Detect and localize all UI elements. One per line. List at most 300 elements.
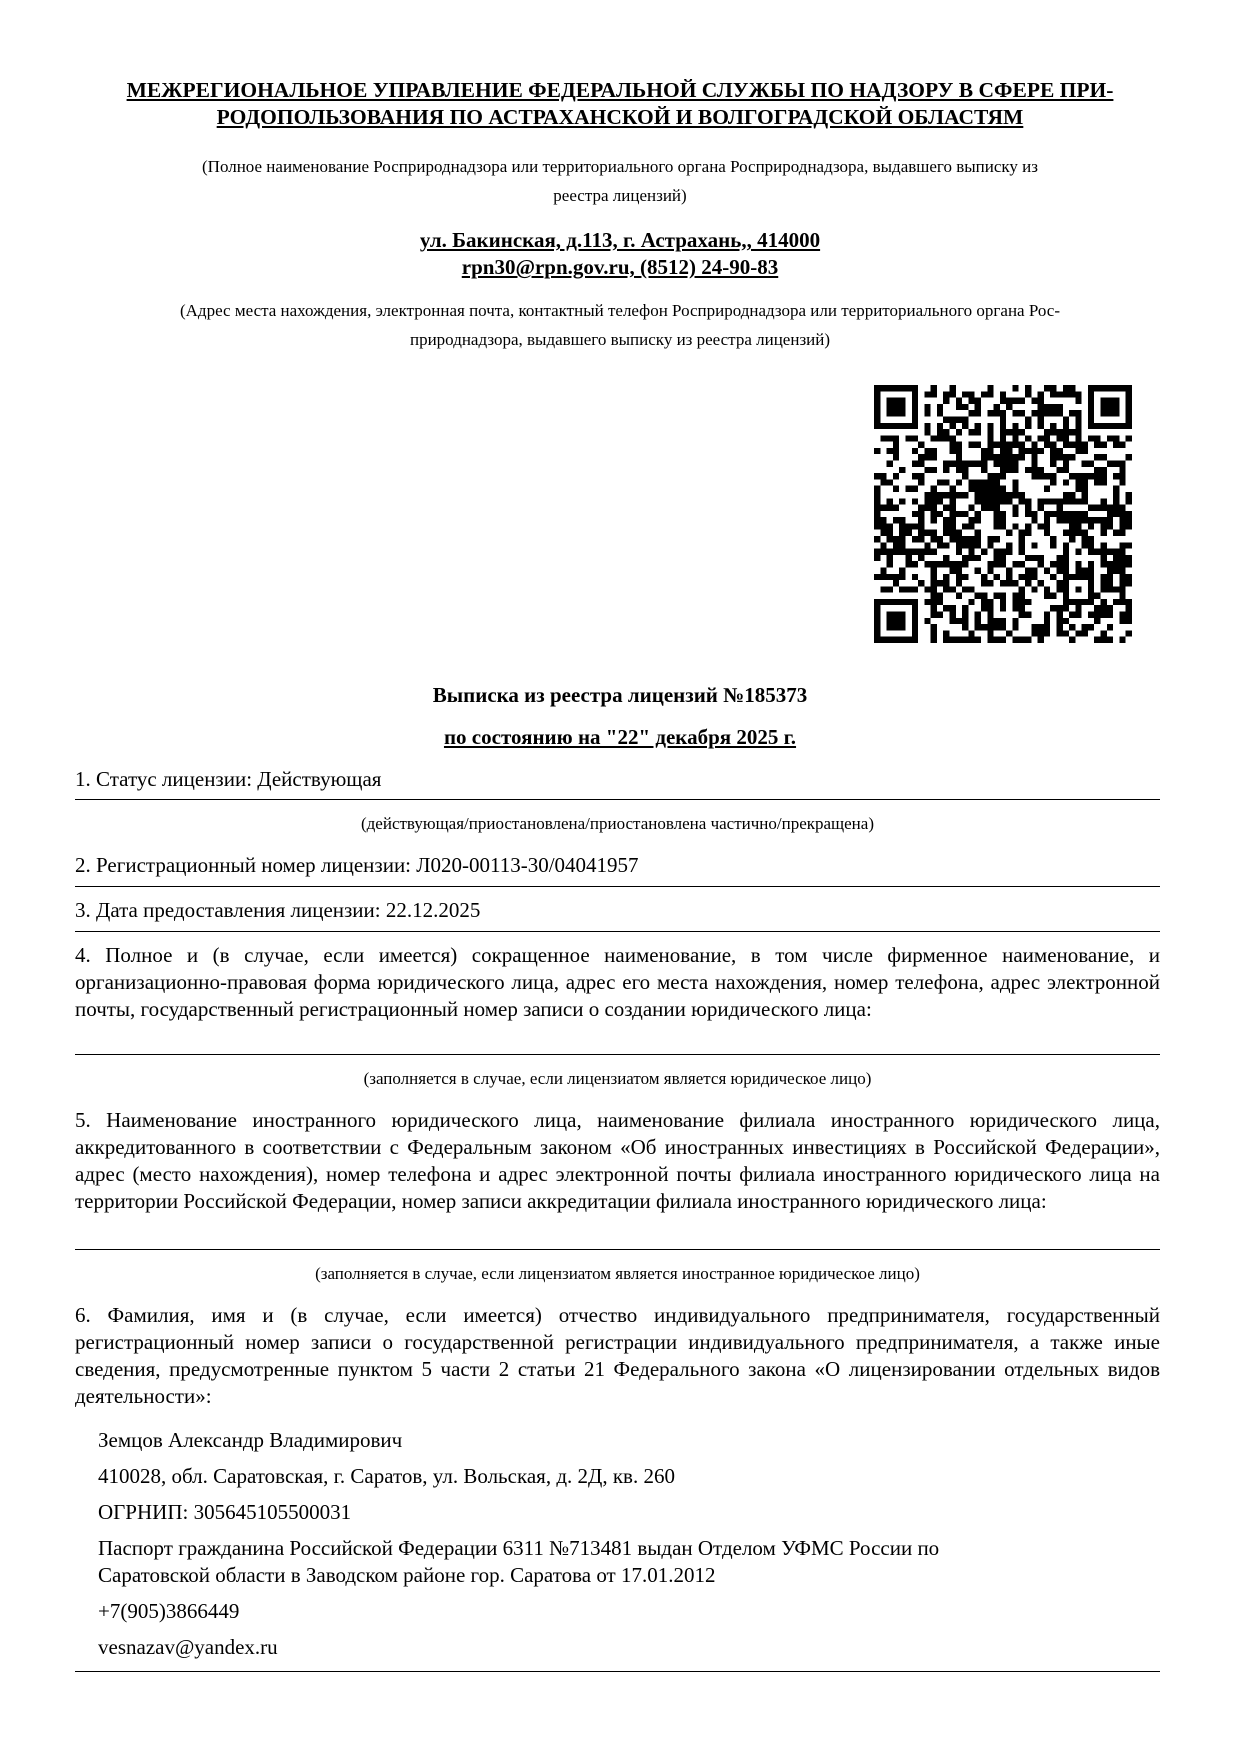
qr-module bbox=[962, 492, 968, 498]
qr-module bbox=[1075, 435, 1081, 441]
qr-module bbox=[1101, 542, 1107, 548]
qr-module bbox=[1000, 416, 1006, 422]
qr-module bbox=[1038, 435, 1044, 441]
qr-module bbox=[1107, 561, 1113, 567]
qr-module bbox=[950, 637, 956, 643]
qr-module bbox=[1000, 561, 1006, 567]
qr-module bbox=[1088, 385, 1132, 391]
qr-module bbox=[893, 536, 899, 542]
qr-module bbox=[1038, 630, 1044, 636]
qr-module bbox=[918, 555, 924, 561]
qr-module bbox=[968, 479, 974, 485]
qr-module bbox=[931, 511, 937, 517]
qr-module bbox=[887, 448, 893, 454]
divider bbox=[75, 886, 1160, 887]
qr-module bbox=[1088, 612, 1094, 618]
qr-module bbox=[887, 612, 906, 631]
qr-module bbox=[1006, 574, 1012, 580]
qr-module bbox=[994, 624, 1000, 630]
qr-module bbox=[924, 467, 930, 473]
qr-module bbox=[1063, 549, 1069, 555]
qr-module bbox=[918, 523, 924, 529]
status-hint: (действующая/приостановлена/приостановлена частично/прекращена) bbox=[361, 814, 874, 833]
qr-module bbox=[887, 536, 893, 542]
qr-module bbox=[1082, 498, 1088, 504]
qr-module bbox=[1025, 555, 1031, 561]
qr-module bbox=[968, 555, 974, 561]
qr-module bbox=[1082, 473, 1088, 479]
qr-module bbox=[1126, 542, 1132, 548]
qr-module bbox=[1063, 542, 1069, 548]
qr-module bbox=[1006, 448, 1012, 454]
qr-module bbox=[1101, 498, 1107, 504]
qr-module bbox=[1101, 561, 1107, 567]
qr-module bbox=[994, 523, 1000, 529]
qr-module bbox=[975, 618, 981, 624]
entrepreneur-address: 410028, обл. Саратовская, г. Саратов, ул. Вольская, д. 2Д, кв. 260 bbox=[98, 1464, 675, 1488]
qr-module bbox=[1119, 599, 1125, 605]
qr-module bbox=[987, 448, 993, 454]
qr-module bbox=[1012, 561, 1018, 567]
qr-module bbox=[994, 574, 1000, 580]
qr-module bbox=[1038, 624, 1044, 630]
qr-module bbox=[887, 561, 893, 567]
qr-module bbox=[912, 586, 918, 592]
qr-module bbox=[874, 511, 880, 517]
qr-module bbox=[1031, 410, 1037, 416]
qr-module bbox=[1082, 486, 1088, 492]
qr-module bbox=[1119, 580, 1125, 586]
qr-module bbox=[924, 423, 930, 429]
qr-module bbox=[962, 423, 968, 429]
qr-module bbox=[937, 435, 943, 441]
qr-module bbox=[912, 574, 918, 580]
qr-module bbox=[968, 517, 974, 523]
qr-module bbox=[1119, 574, 1125, 580]
qr-module bbox=[887, 461, 893, 467]
qr-module bbox=[968, 505, 974, 511]
qr-module bbox=[1012, 492, 1018, 498]
qr-module bbox=[987, 630, 993, 636]
qr-module bbox=[1050, 410, 1056, 416]
qr-module bbox=[1050, 473, 1056, 479]
qr-module bbox=[1025, 580, 1031, 586]
qr-module bbox=[981, 454, 987, 460]
qr-module bbox=[1088, 423, 1132, 429]
qr-module bbox=[956, 580, 962, 586]
qr-module bbox=[981, 599, 987, 605]
qr-module bbox=[1101, 517, 1107, 523]
extract-as-of-date: по состоянию на "22" декабря 2025 г. bbox=[443, 725, 797, 749]
qr-module bbox=[987, 536, 993, 542]
qr-module bbox=[1082, 461, 1088, 467]
qr-module bbox=[994, 404, 1000, 410]
qr-module bbox=[893, 549, 899, 555]
qr-module bbox=[924, 429, 930, 435]
qr-module bbox=[956, 549, 962, 555]
qr-module bbox=[1038, 398, 1044, 404]
contacts-caption-line-2: природнадзора, выдавшего выписку из реестра лицензий) bbox=[409, 330, 831, 349]
qr-module bbox=[1126, 599, 1132, 605]
qr-module bbox=[931, 593, 937, 599]
qr-module bbox=[943, 479, 949, 485]
divider bbox=[75, 931, 1160, 932]
qr-module bbox=[1101, 599, 1107, 605]
qr-module bbox=[1012, 486, 1018, 492]
qr-module bbox=[874, 517, 880, 523]
qr-module bbox=[1025, 391, 1031, 397]
qr-module bbox=[924, 561, 930, 567]
qr-module bbox=[1000, 624, 1006, 630]
qr-module bbox=[931, 486, 937, 492]
qr-module bbox=[956, 398, 962, 404]
qr-module bbox=[994, 442, 1000, 448]
qr-module bbox=[899, 517, 905, 523]
qr-module bbox=[1119, 473, 1125, 479]
qr-module bbox=[943, 637, 949, 643]
qr-module bbox=[994, 486, 1000, 492]
qr-module bbox=[912, 448, 918, 454]
qr-module bbox=[931, 605, 937, 611]
qr-module bbox=[1126, 612, 1132, 618]
qr-module bbox=[1025, 523, 1031, 529]
qr-module bbox=[950, 605, 956, 611]
qr-module bbox=[1101, 580, 1107, 586]
qr-module bbox=[931, 637, 937, 643]
qr-module bbox=[1012, 479, 1018, 485]
qr-module bbox=[1063, 561, 1069, 567]
qr-module bbox=[887, 574, 893, 580]
qr-module bbox=[1019, 542, 1025, 548]
qr-module bbox=[1082, 517, 1088, 523]
qr-module bbox=[950, 492, 956, 498]
qr-module bbox=[987, 435, 993, 441]
qr-module bbox=[943, 580, 949, 586]
qr-module bbox=[987, 567, 993, 573]
qr-module bbox=[887, 549, 893, 555]
qr-module bbox=[943, 467, 949, 473]
qr-module bbox=[937, 404, 943, 410]
qr-module bbox=[1038, 404, 1044, 410]
qr-module bbox=[956, 416, 962, 422]
qr-module bbox=[956, 542, 962, 548]
qr-module bbox=[1025, 574, 1031, 580]
qr-module bbox=[1044, 435, 1050, 441]
qr-module bbox=[1025, 385, 1031, 391]
qr-module bbox=[1069, 492, 1075, 498]
divider bbox=[75, 1249, 1160, 1250]
qr-module bbox=[943, 505, 949, 511]
divider bbox=[75, 1671, 1160, 1672]
qr-module bbox=[893, 505, 899, 511]
qr-module bbox=[1069, 624, 1075, 630]
qr-module bbox=[918, 479, 924, 485]
qr-module bbox=[1038, 448, 1044, 454]
qr-module bbox=[987, 612, 993, 618]
qr-module bbox=[1113, 505, 1119, 511]
qr-module bbox=[924, 454, 930, 460]
qr-module bbox=[1119, 586, 1125, 592]
qr-module bbox=[1088, 567, 1094, 573]
qr-module bbox=[1056, 505, 1062, 511]
qr-module bbox=[1088, 461, 1094, 467]
qr-module bbox=[1063, 429, 1069, 435]
qr-module bbox=[1056, 555, 1062, 561]
qr-module bbox=[956, 479, 962, 485]
qr-module bbox=[1082, 511, 1088, 517]
qr-module bbox=[912, 486, 918, 492]
qr-module bbox=[1101, 574, 1107, 580]
qr-module bbox=[956, 530, 962, 536]
qr-module bbox=[937, 536, 943, 542]
qr-module bbox=[1012, 523, 1018, 529]
qr-module bbox=[1044, 486, 1050, 492]
qr-module bbox=[994, 479, 1000, 485]
qr-module bbox=[924, 492, 930, 498]
qr-module bbox=[956, 593, 962, 599]
qr-module bbox=[1075, 586, 1081, 592]
entrepreneur-email: vesnazav@yandex.ru bbox=[98, 1635, 278, 1659]
qr-module bbox=[956, 567, 962, 573]
qr-module bbox=[1063, 530, 1069, 536]
qr-module bbox=[987, 498, 993, 504]
qr-module bbox=[931, 385, 937, 391]
qr-module bbox=[912, 549, 918, 555]
qr-module bbox=[1069, 429, 1075, 435]
passport-line-1: Паспорт гражданина Российской Федерации 6311 №713481 выдан Отделом УФМС России по bbox=[98, 1536, 940, 1560]
qr-module bbox=[1075, 567, 1081, 573]
qr-module bbox=[1000, 448, 1006, 454]
qr-module bbox=[1000, 580, 1006, 586]
qr-module bbox=[1050, 454, 1056, 460]
qr-module bbox=[1107, 511, 1113, 517]
qr-module bbox=[893, 580, 899, 586]
qr-module bbox=[1038, 423, 1044, 429]
qr-module bbox=[1000, 473, 1006, 479]
qr-module bbox=[1119, 461, 1125, 467]
qr-module bbox=[1101, 612, 1107, 618]
qr-module bbox=[962, 404, 968, 410]
qr-module bbox=[1056, 517, 1062, 523]
qr-module bbox=[1012, 461, 1018, 467]
qr-module bbox=[1107, 435, 1113, 441]
qr-module bbox=[981, 505, 987, 511]
qr-module bbox=[962, 467, 968, 473]
qr-module bbox=[962, 618, 968, 624]
qr-module bbox=[975, 479, 981, 485]
qr-module bbox=[1107, 574, 1113, 580]
qr-module bbox=[1006, 580, 1012, 586]
qr-module bbox=[931, 448, 937, 454]
qr-module bbox=[1000, 593, 1006, 599]
qr-module bbox=[937, 492, 943, 498]
qr-module bbox=[1082, 492, 1088, 498]
qr-module bbox=[981, 492, 987, 498]
qr-module bbox=[962, 536, 968, 542]
qr-module bbox=[887, 555, 893, 561]
qr-module bbox=[968, 630, 974, 636]
qr-module bbox=[918, 580, 924, 586]
qr-module bbox=[937, 580, 943, 586]
qr-module bbox=[994, 473, 1000, 479]
qr-module bbox=[937, 593, 943, 599]
qr-module bbox=[1088, 536, 1094, 542]
qr-module bbox=[962, 586, 968, 592]
qr-module bbox=[1094, 549, 1100, 555]
qr-module bbox=[1101, 586, 1107, 592]
qr-module bbox=[1063, 517, 1069, 523]
qr-module bbox=[943, 398, 949, 404]
qr-module bbox=[962, 542, 968, 548]
qr-module bbox=[1056, 612, 1062, 618]
qr-module bbox=[1050, 442, 1056, 448]
qr-module bbox=[1038, 555, 1044, 561]
qr-module bbox=[1075, 423, 1081, 429]
qr-module bbox=[912, 536, 918, 542]
qr-module bbox=[987, 492, 993, 498]
qr-module bbox=[1119, 523, 1125, 529]
qr-module bbox=[975, 404, 981, 410]
qr-module bbox=[887, 505, 893, 511]
qr-module bbox=[950, 461, 956, 467]
qr-module bbox=[1019, 637, 1025, 643]
qr-module bbox=[1012, 511, 1018, 517]
qr-module bbox=[1075, 498, 1081, 504]
divider bbox=[75, 799, 1160, 800]
qr-module bbox=[1063, 511, 1069, 517]
qr-module bbox=[1025, 511, 1031, 517]
qr-module bbox=[981, 549, 987, 555]
qr-module bbox=[1101, 398, 1120, 417]
qr-module bbox=[962, 473, 968, 479]
qr-module bbox=[950, 561, 956, 567]
qr-module bbox=[981, 624, 987, 630]
qr-module bbox=[1012, 599, 1018, 605]
qr-module bbox=[956, 574, 962, 580]
qr-module bbox=[1082, 542, 1088, 548]
qr-module bbox=[975, 530, 981, 536]
qr-module bbox=[1069, 454, 1075, 460]
qr-module bbox=[950, 586, 956, 592]
legal-entity-section: 4. Полное и (в случае, если имеется) сокращенное наименование, в том числе фирменное наименование, и организационно-правовая форма юридического лица, адрес его места нахождения, номер телефона, адрес электронной почты, государственный регистрационный номер записи о создании юридического лица: bbox=[75, 943, 1160, 1021]
license-status: 1. Статус лицензии: Действующая bbox=[75, 767, 382, 791]
qr-module bbox=[1056, 498, 1062, 504]
qr-module bbox=[1063, 630, 1069, 636]
authority-email-phone: rpn30@rpn.gov.ru, (8512) 24-90-83 bbox=[461, 255, 779, 279]
qr-module bbox=[899, 523, 905, 529]
qr-module bbox=[1063, 467, 1069, 473]
qr-code bbox=[874, 385, 1132, 643]
qr-module bbox=[950, 523, 956, 529]
qr-module bbox=[1094, 467, 1100, 473]
qr-module bbox=[943, 517, 949, 523]
qr-module bbox=[981, 461, 987, 467]
qr-module bbox=[1107, 461, 1113, 467]
authority-address: ул. Бакинская, д.113, г. Астрахань,, 414000 bbox=[419, 228, 821, 252]
qr-module bbox=[912, 435, 918, 441]
qr-module bbox=[943, 416, 949, 422]
qr-module bbox=[924, 542, 930, 548]
qr-module bbox=[981, 593, 987, 599]
qr-module bbox=[1044, 567, 1050, 573]
qr-module bbox=[962, 555, 968, 561]
qr-module bbox=[1006, 530, 1012, 536]
contacts-caption-line-1: (Адрес места нахождения, электронная почта, контактный телефон Росприроднадзора или территориального органа Рос- bbox=[179, 301, 1061, 320]
qr-module bbox=[987, 637, 993, 643]
qr-module bbox=[1126, 492, 1132, 498]
qr-module bbox=[968, 542, 974, 548]
qr-module bbox=[1019, 530, 1025, 536]
entrepreneur-phone: +7(905)3866449 bbox=[98, 1599, 240, 1623]
qr-module bbox=[924, 404, 930, 410]
qr-module bbox=[1000, 429, 1006, 435]
qr-module bbox=[1031, 567, 1037, 573]
qr-module bbox=[981, 580, 987, 586]
qr-module bbox=[956, 561, 962, 567]
qr-module bbox=[1006, 461, 1012, 467]
qr-module bbox=[994, 637, 1000, 643]
entrepreneur-name: Земцов Александр Владимирович bbox=[98, 1428, 403, 1452]
qr-module bbox=[968, 461, 974, 467]
qr-module bbox=[1050, 536, 1056, 542]
qr-module bbox=[1031, 624, 1037, 630]
qr-module bbox=[1031, 461, 1037, 467]
qr-module bbox=[1126, 630, 1132, 636]
qr-module bbox=[943, 586, 949, 592]
qr-module bbox=[893, 435, 899, 441]
qr-module bbox=[1050, 479, 1056, 485]
qr-module bbox=[924, 618, 930, 624]
qr-module bbox=[1019, 398, 1025, 404]
qr-module bbox=[994, 555, 1000, 561]
qr-module bbox=[899, 586, 905, 592]
qr-module bbox=[950, 391, 956, 397]
qr-module bbox=[1069, 517, 1075, 523]
qr-module bbox=[1088, 473, 1094, 479]
qr-module bbox=[987, 618, 993, 624]
qr-module bbox=[1107, 637, 1113, 643]
qr-module bbox=[1044, 523, 1050, 529]
license-issue-date: 3. Дата предоставления лицензии: 22.12.2025 bbox=[75, 898, 481, 922]
foreign-entity-section: 5. Наименование иностранного юридического лица, наименование филиала иностранного юридического лица, аккредитованного в соответствии с Федеральным законом «Об иностранных инвестициях в Российской Федерации», адрес (место нахождения), номер телефона и адрес электронной почты филиала иностранного юридического лица на территории Российской Федерации, номер записи аккредитации филиала иностранного юридического лица: bbox=[75, 1108, 1160, 1213]
qr-module bbox=[1126, 605, 1132, 611]
qr-module bbox=[931, 454, 937, 460]
qr-module bbox=[931, 498, 937, 504]
qr-module bbox=[1075, 523, 1081, 529]
qr-module bbox=[899, 567, 905, 573]
qr-module bbox=[987, 542, 993, 548]
qr-module bbox=[1050, 561, 1056, 567]
qr-module bbox=[1019, 586, 1025, 592]
qr-module bbox=[1038, 410, 1044, 416]
qr-module bbox=[899, 574, 905, 580]
qr-module bbox=[1075, 612, 1081, 618]
qr-module bbox=[1075, 486, 1081, 492]
qr-module bbox=[1006, 630, 1012, 636]
qr-module bbox=[1082, 442, 1088, 448]
qr-module bbox=[918, 442, 924, 448]
qr-module bbox=[931, 536, 937, 542]
qr-module bbox=[1050, 498, 1056, 504]
qr-module bbox=[1075, 398, 1081, 404]
qr-module bbox=[1088, 574, 1094, 605]
qr-module bbox=[1126, 435, 1132, 441]
qr-module bbox=[1000, 461, 1006, 467]
qr-module bbox=[962, 637, 968, 643]
qr-module bbox=[1000, 549, 1006, 555]
qr-module bbox=[1075, 429, 1081, 435]
qr-module bbox=[1082, 530, 1088, 536]
